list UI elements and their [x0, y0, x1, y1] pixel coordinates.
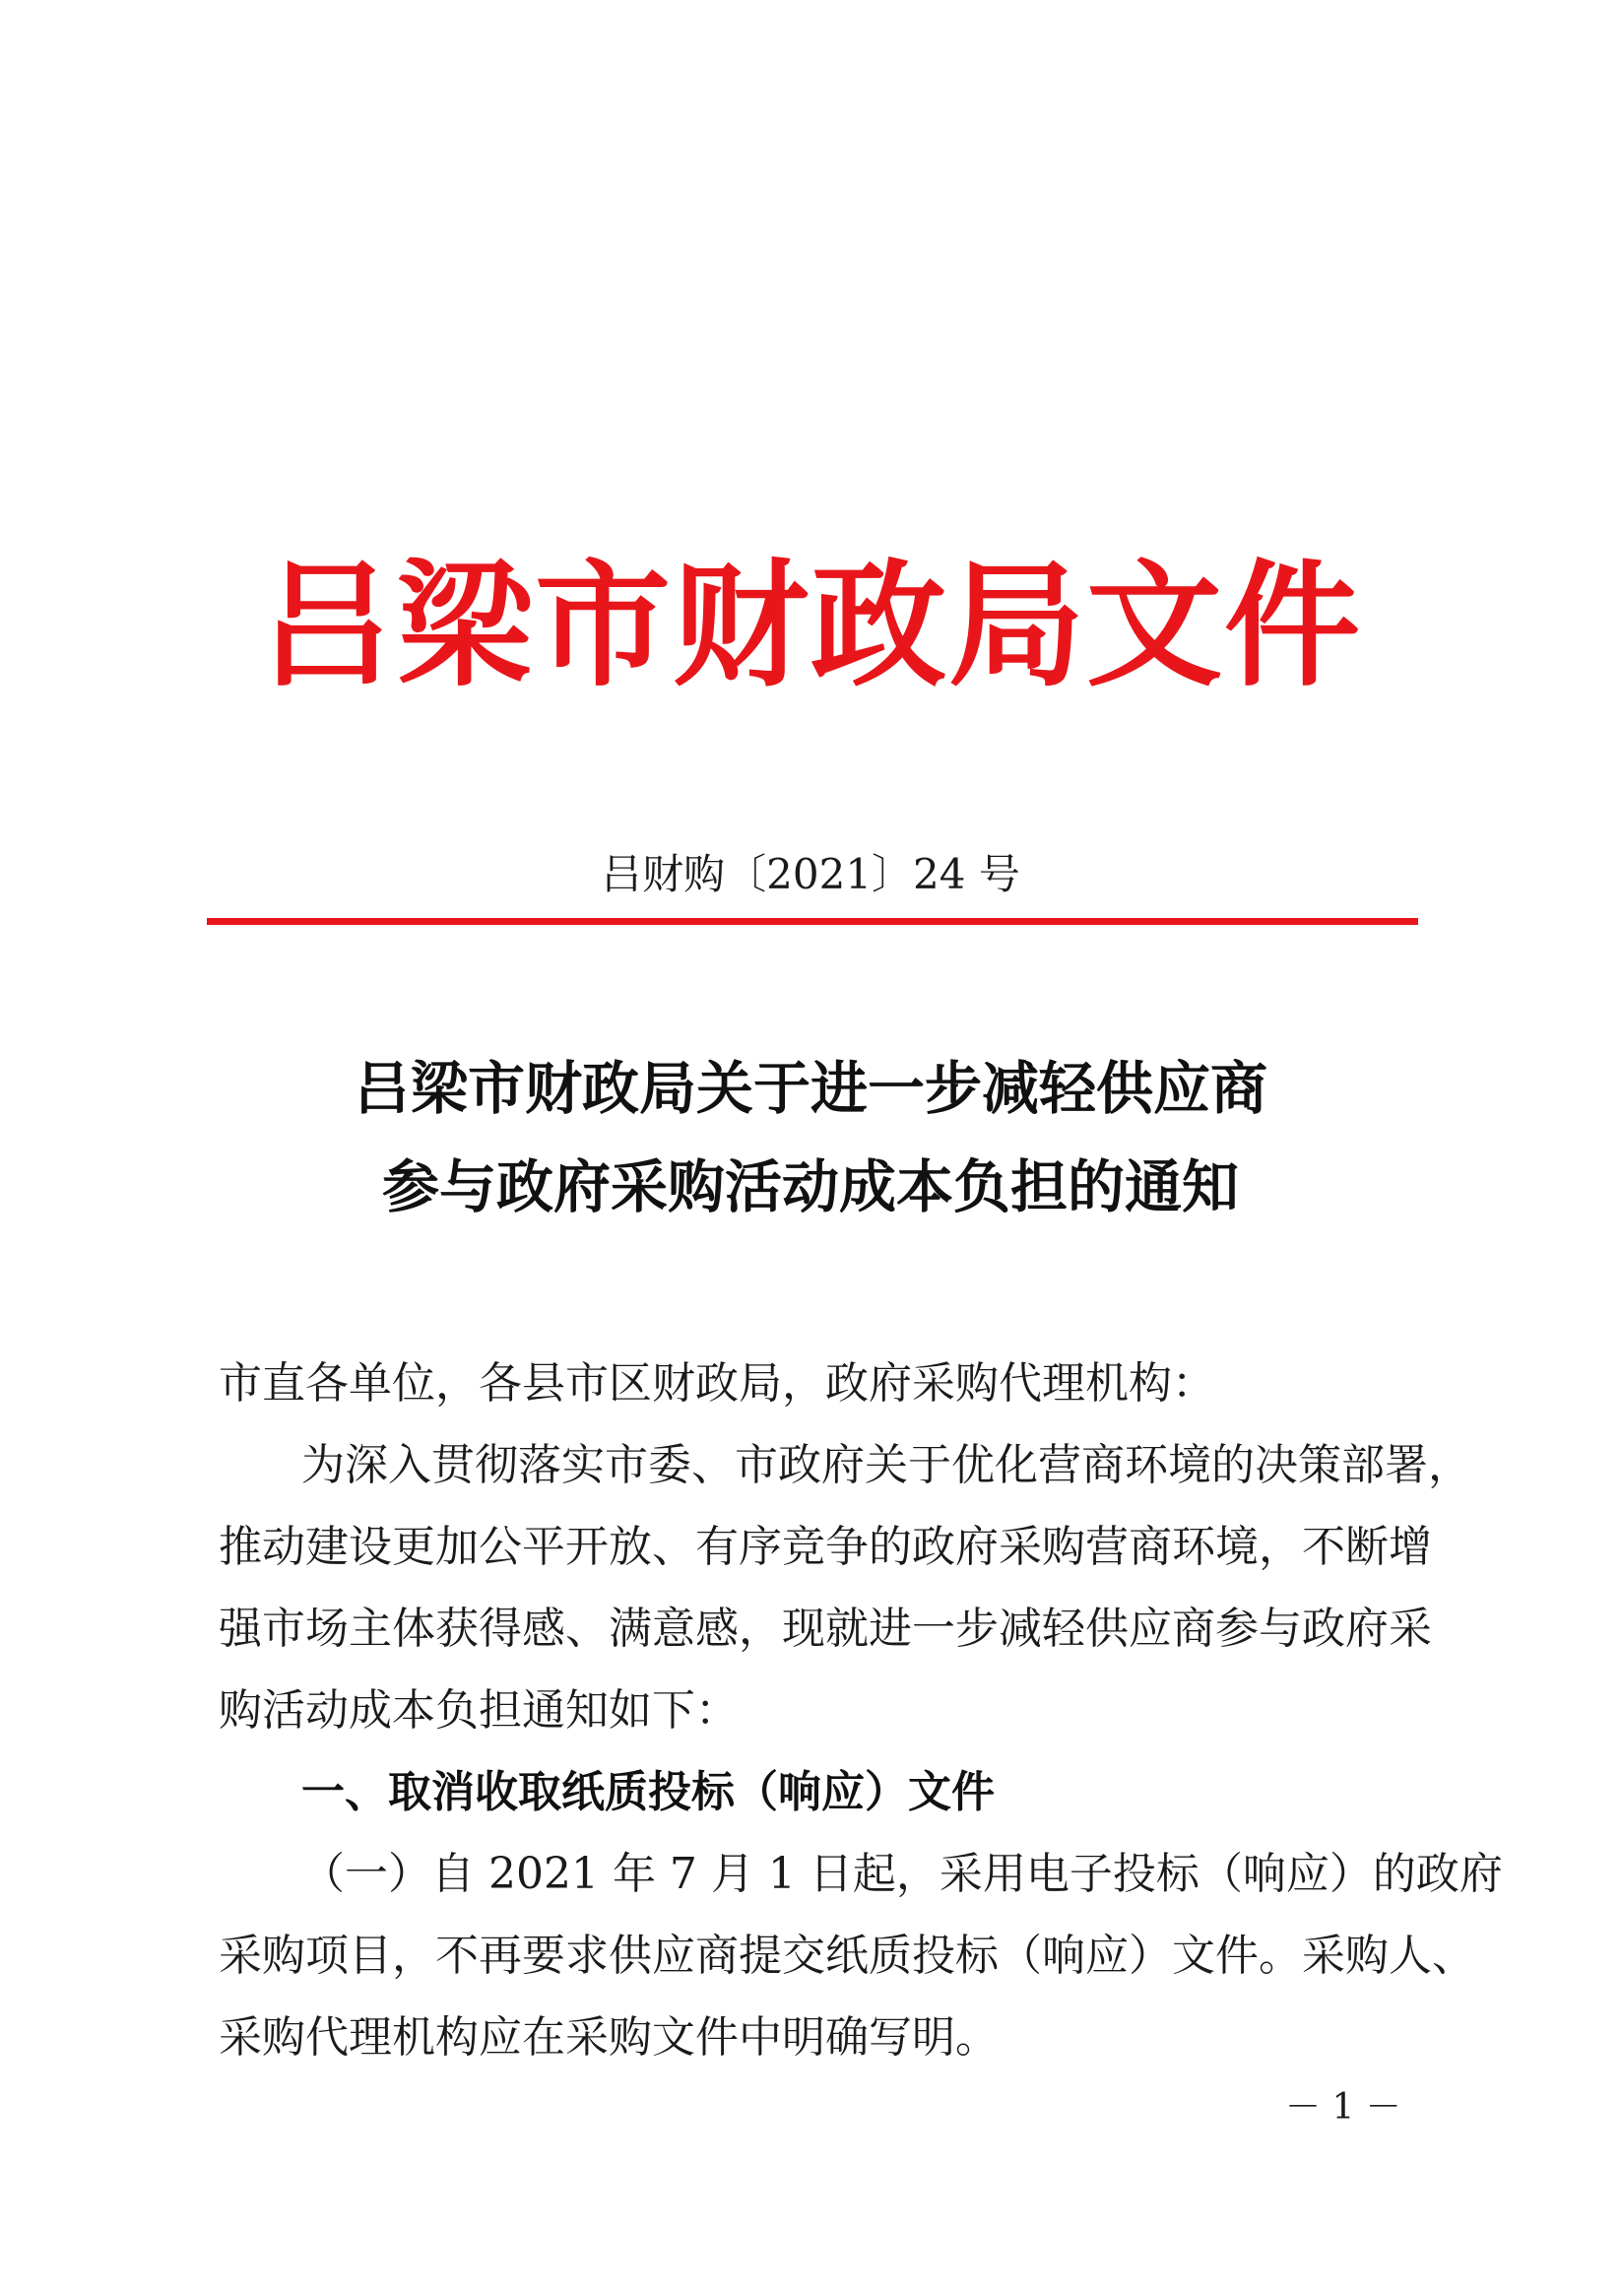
paragraph-line: 购活动成本负担通知如下： [219, 1685, 739, 1736]
page-number: － 1 － [1285, 2087, 1401, 2128]
section-heading: 一、取消收取纸质投标（响应）文件 [301, 1767, 995, 1817]
notice-title-line-1: 吕梁市财政局关于进一步减轻供应商 [353, 1055, 1267, 1122]
paragraph-line: 推动建设更加公平开放、有序竞争的政府采购营商环境，不断增 [219, 1522, 1432, 1572]
issuer-title: 吕梁市财政局文件 [258, 545, 1362, 705]
paragraph-line: 为深入贯彻落实市委、市政府关于优化营商环境的决策部署， [301, 1440, 1471, 1490]
paragraph-line: 强市场主体获得感、满意感，现就进一步减轻供应商参与政府采 [219, 1604, 1432, 1654]
paragraph-line: 采购代理机构应在采购文件中明确写明。 [219, 2012, 999, 2063]
paragraph-line: （一）自 2021 年 7 月 1 日起，采用电子投标（响应）的政府 [301, 1849, 1503, 1899]
salutation: 市直各单位，各县市区财政局，政府采购代理机构： [219, 1358, 1215, 1409]
red-separator-rule [207, 918, 1418, 925]
notice-title-line-2: 参与政府采购活动成本负担的通知 [381, 1153, 1239, 1220]
paragraph-line: 采购项目，不再要求供应商提交纸质投标（响应）文件。采购人、 [219, 1931, 1475, 1981]
document-number: 吕财购〔2021〕24 号 [601, 850, 1020, 898]
